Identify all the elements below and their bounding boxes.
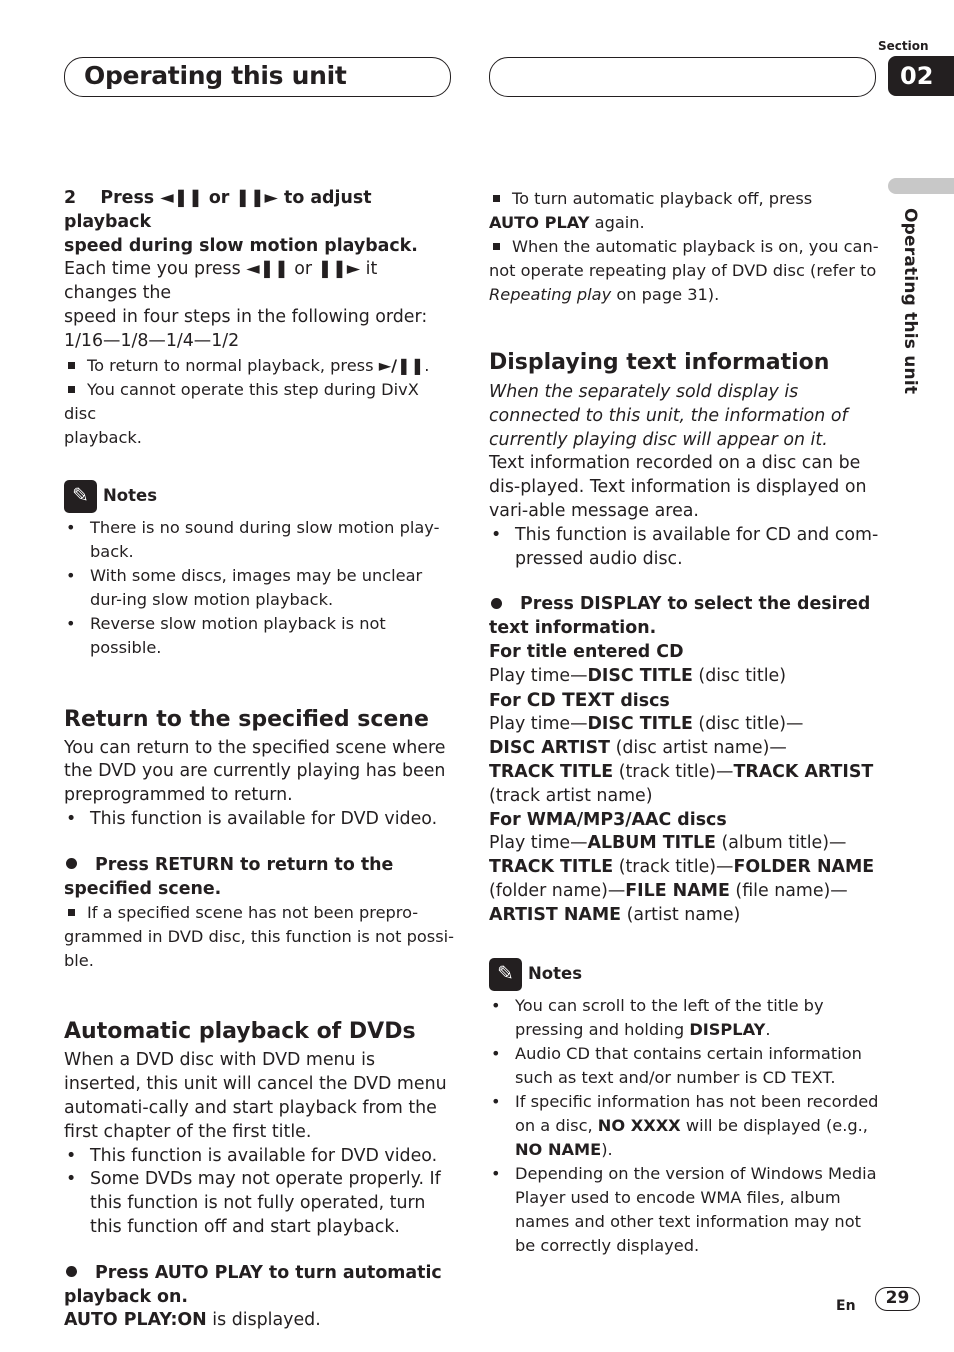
- square-bullet-icon: [493, 243, 500, 250]
- page-number: 29: [875, 1287, 920, 1311]
- square-note: To turn automatic playback off, press AUTO PLAY again.: [489, 189, 813, 232]
- notes-list: [64, 516, 454, 660]
- forward-slow-icon: ❚❚►: [235, 188, 278, 208]
- subhead: For CD TEXT discs: [489, 689, 670, 711]
- section-heading-text-info: Displaying text information: [489, 350, 830, 375]
- list-item: • This function is available for DVD video.: [64, 808, 454, 832]
- left-column: [64, 187, 454, 1333]
- step-2-heading: 2 Press ◄❚❚ or ❚❚► to adjust playback speed during slow motion playback.: [64, 188, 418, 256]
- list-item: • You can scroll to the left of the title by pressing and holding DISPLAY.: [489, 994, 879, 1042]
- step-heading: Press RETURN to return to the specified scene.: [64, 854, 394, 899]
- list-item: • This function is available for DVD video.: [64, 1145, 454, 1169]
- section-heading-return: Return to the specified scene: [64, 706, 429, 732]
- notes-pencil-icon: ✎: [489, 958, 522, 991]
- language-code: En: [836, 1298, 856, 1314]
- paragraph: You can return to the specified scene where the DVD you are currently playing has been preprogrammed to return.: [64, 737, 446, 806]
- list-item: • Some DVDs may not operate properly. If this function is not fully operated, turn this function off and start playback.: [64, 1168, 454, 1239]
- square-bullet-icon: [493, 195, 500, 202]
- paragraph: Text information recorded on a disc can be dis-played. Text information is displayed on vari-able message area.: [489, 453, 867, 521]
- subhead: For WMA/MP3/AAC discs: [489, 809, 727, 830]
- square-bullet-icon: [68, 362, 75, 369]
- subhead: For title entered CD: [489, 641, 684, 662]
- reverse-slow-icon: ◄❚❚: [160, 188, 203, 208]
- paragraph: Play time—DISC TITLE (disc title)— DISC ARTIST (disc artist name)— TRACK TITLE (track title)—TRACK ARTIST (track artist name): [489, 714, 874, 806]
- forward-slow-icon: ❚❚►: [317, 259, 361, 280]
- list-item: • If specific information has not been recorded on a disc, NO XXXX will be displayed (e.g., NO NAME).: [489, 1090, 879, 1162]
- reverse-slow-icon: ◄❚❚: [246, 259, 289, 280]
- notes-header: ✎ Notes: [64, 480, 454, 513]
- paragraph: When a DVD disc with DVD menu is inserted, this unit will cancel the DVD menu automati-cally and start playback from the first chapter of the first title.: [64, 1050, 447, 1142]
- step-heading: Press AUTO PLAY to turn automatic playback on.: [64, 1262, 442, 1307]
- paragraph-italic: When the separately sold display is connected to this unit, the information of currently playing disc will appear on it.: [489, 382, 848, 450]
- square-bullet-icon: [68, 386, 75, 393]
- square-note: When the automatic playback is on, you can- not operate repeating play of DVD disc (refer to Repeating play on page 31).: [489, 237, 879, 304]
- list-item: • Audio CD that contains certain information such as text and/or number is CD TEXT.: [489, 1042, 879, 1090]
- notes-pencil-icon: ✎: [64, 480, 97, 513]
- square-note: To return to normal playback, press ►/❚❚.: [64, 354, 454, 378]
- section-heading-auto: Automatic playback of DVDs: [64, 1019, 416, 1045]
- bullet-dot-icon: [491, 598, 502, 609]
- list-item: • This function is available for CD and com-pressed audio disc.: [489, 524, 879, 572]
- bullet-dot-icon: [66, 858, 77, 869]
- section-number-badge: 02: [888, 56, 954, 96]
- header-right-frame: [489, 57, 876, 97]
- section-label: Section: [878, 39, 929, 53]
- paragraph: AUTO PLAY:ON is displayed.: [64, 1310, 321, 1331]
- square-note: If a specified scene has not been prepro-grammed in DVD disc, this function is not possi-ble.: [64, 903, 455, 971]
- paragraph: Play time—DISC TITLE (disc title): [489, 665, 787, 686]
- side-tab-marker: [888, 178, 954, 194]
- list-item: • With some discs, images may be unclear dur-ing slow motion playback.: [64, 564, 454, 612]
- notes-list: [489, 994, 879, 1258]
- list-item: • There is no sound during slow motion play-back.: [64, 516, 454, 564]
- notes-header: ✎ Notes: [489, 958, 879, 991]
- list-item: • Depending on the version of Windows Media Player used to encode WMA files, album names and other text information may not be correctly displayed.: [489, 1162, 879, 1258]
- list-item: • Reverse slow motion playback is not possible.: [64, 612, 454, 660]
- square-note: You cannot operate this step during DivX disc playback.: [64, 379, 419, 447]
- paragraph: Play time—ALBUM TITLE (album title)— TRACK TITLE (track title)—FOLDER NAME (folder name)—FILE NAME (file name)— ARTIST NAME (artist name): [489, 833, 875, 925]
- bullet-dot-icon: [66, 1266, 77, 1277]
- step-2-body: Each time you press ◄❚❚ or ❚❚► it changes the speed in four steps in the following order: 1/16—1/8—1/4—1/2: [64, 259, 428, 351]
- square-bullet-icon: [68, 909, 75, 916]
- right-column: [489, 187, 879, 1258]
- page-title: Operating this unit: [84, 61, 347, 90]
- step-heading: Press DISPLAY to select the desired text information.: [489, 594, 871, 639]
- play-pause-icon: ►/❚❚: [378, 355, 425, 375]
- side-tab-text: Operating this unit: [900, 208, 920, 395]
